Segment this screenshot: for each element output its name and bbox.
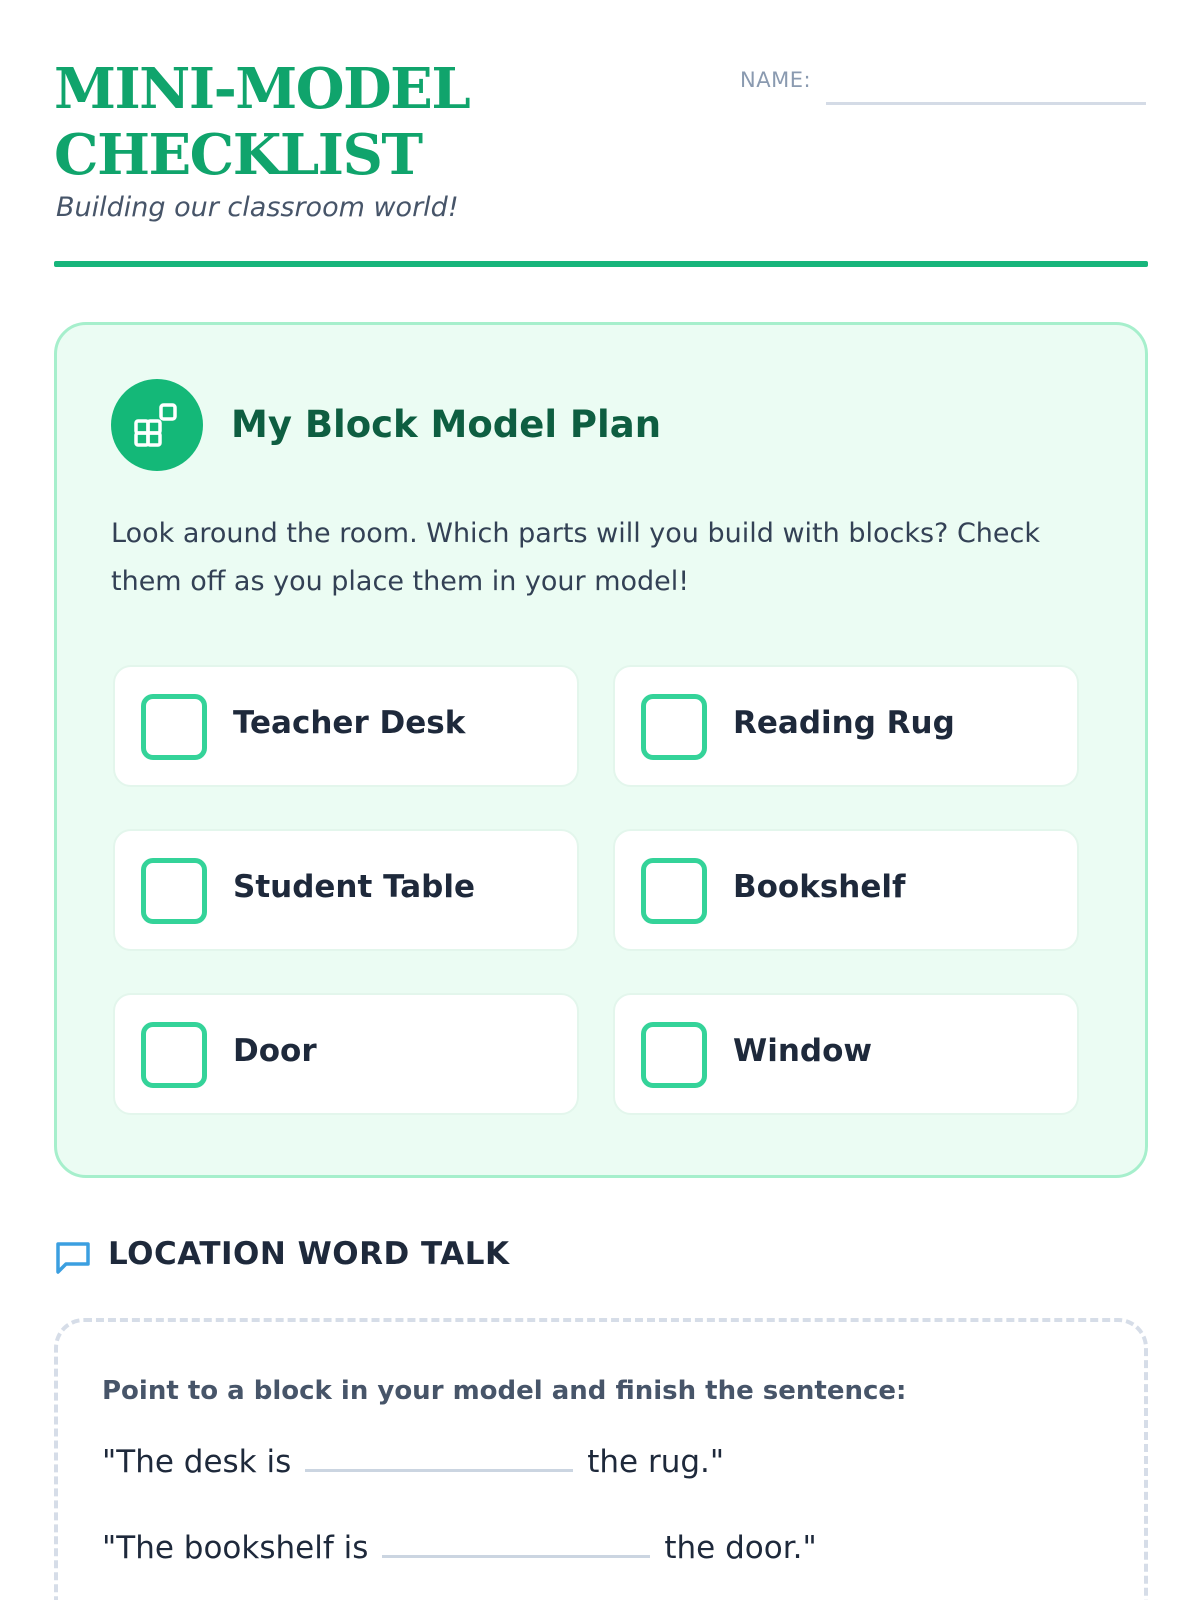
sentence-end: the door." — [664, 1530, 817, 1566]
checkbox[interactable] — [641, 1022, 707, 1088]
checklist-item-label: Bookshelf — [733, 869, 906, 905]
page-title: MINI-MODEL CHECKLIST — [54, 56, 470, 188]
sentence-frame — [102, 1530, 817, 1566]
checkbox[interactable] — [641, 694, 707, 760]
sentence-start: "The bookshelf is — [102, 1530, 369, 1566]
sentence-end: the rug." — [587, 1444, 725, 1480]
checklist-item-student-table[interactable] — [113, 829, 579, 951]
section-heading: LOCATION WORD TALK — [108, 1236, 510, 1272]
plan-title: My Block Model Plan — [231, 403, 662, 446]
sentence-frame — [102, 1444, 724, 1480]
sentence-start: "The desk is — [102, 1444, 292, 1480]
block-model-plan-panel — [54, 322, 1148, 1178]
checkbox[interactable] — [141, 694, 207, 760]
checklist-item-bookshelf[interactable] — [613, 829, 1079, 951]
checklist-item-label: Reading Rug — [733, 705, 955, 741]
name-field[interactable] — [826, 102, 1146, 105]
checklist-item-door[interactable] — [113, 993, 579, 1115]
plan-instructions: Look around the room. Which parts will you build with blocks? Check them off as you place them in your model! — [111, 518, 1040, 597]
talk-prompt: Point to a block in your model and finish the sentence: — [102, 1376, 907, 1406]
checklist-item-reading-rug[interactable] — [613, 665, 1079, 787]
location-word-talk-panel — [54, 1318, 1148, 1600]
checkbox[interactable] — [141, 858, 207, 924]
page-subtitle: Building our classroom world! — [56, 192, 459, 223]
checklist — [113, 665, 1093, 1115]
checklist-item-window[interactable] — [613, 993, 1079, 1115]
answer-blank[interactable] — [305, 1469, 573, 1472]
name-label: NAME: — [740, 68, 812, 92]
checkbox[interactable] — [641, 858, 707, 924]
blocks-icon — [111, 379, 203, 471]
checklist-item-label: Door — [233, 1033, 317, 1069]
speech-bubble-icon — [54, 1238, 92, 1276]
checklist-item-label: Student Table — [233, 869, 476, 905]
header-divider — [54, 261, 1148, 267]
checkbox[interactable] — [141, 1022, 207, 1088]
worksheet-header — [54, 56, 1148, 270]
checklist-item-label: Window — [733, 1033, 873, 1069]
location-word-talk-heading — [54, 1234, 854, 1278]
checklist-item-teacher-desk[interactable] — [113, 665, 579, 787]
checklist-item-label: Teacher Desk — [233, 705, 466, 741]
answer-blank[interactable] — [382, 1555, 650, 1558]
